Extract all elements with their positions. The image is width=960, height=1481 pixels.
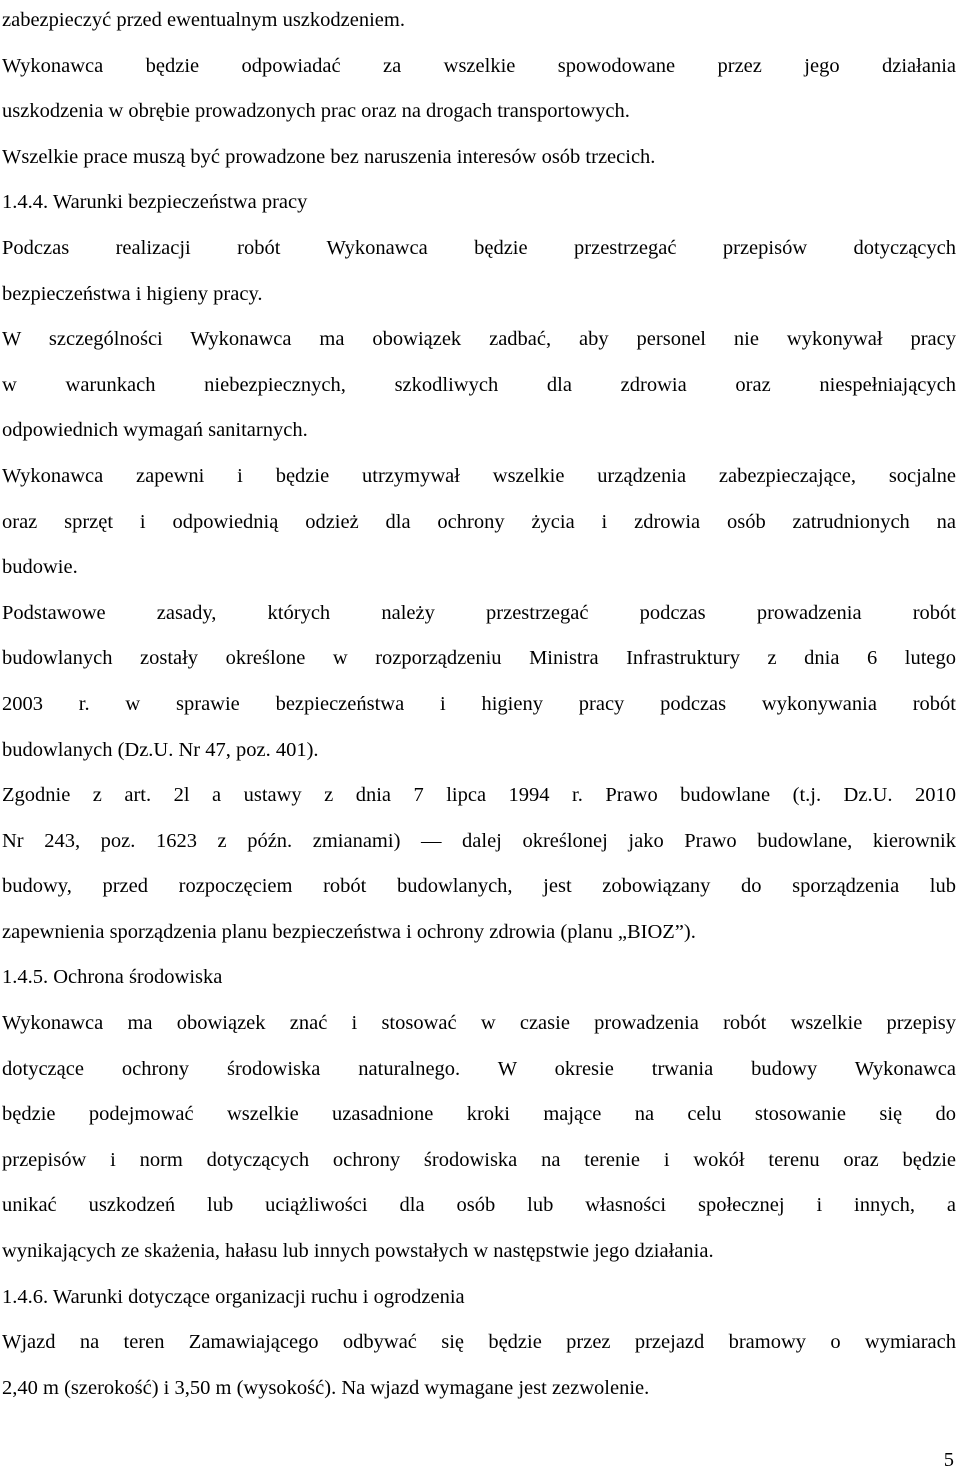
- page-number: 5: [943, 1449, 954, 1471]
- text-line: budowlanych zostały określone w rozporządzeniu Ministra Infrastruktury z dnia 6 lutego: [2, 647, 956, 670]
- text-line: oraz sprzęt i odpowiednią odzież dla ochrony życia i zdrowia osób zatrudnionych na: [2, 510, 956, 533]
- text-line: w warunkach niebezpiecznych, szkodliwych dla zdrowia oraz niespełniających: [2, 373, 956, 396]
- text-line: będzie podejmować wszelkie uzasadnione kroki mające na celu stosowanie się do: [2, 1103, 956, 1126]
- text-line: Wykonawca zapewni i będzie utrzymywał wszelkie urządzenia zabezpieczające, socjalne: [2, 464, 956, 487]
- text-line: unikać uszkodzeń lub uciążliwości dla osób lub własności społecznej i innych, a: [2, 1194, 956, 1217]
- document-page: [2, 0, 956, 1411]
- text-line: wynikających ze skażenia, hałasu lub innych powstałych w następstwie jego działania.: [2, 1240, 714, 1263]
- section-heading: 1.4.5. Ochrona środowiska: [2, 966, 223, 989]
- text-line: budowlanych (Dz.U. Nr 47, poz. 401).: [2, 738, 319, 761]
- text-line: Zgodnie z art. 2l a ustawy z dnia 7 lipca 1994 r. Prawo budowlane (t.j. Dz.U. 2010: [2, 784, 956, 807]
- text-line: W szczególności Wykonawca ma obowiązek zadbać, aby personel nie wykonywał pracy: [2, 328, 956, 351]
- text-line: Wszelkie prace muszą być prowadzone bez naruszenia interesów osób trzecich.: [2, 145, 656, 168]
- text-line: 2003 r. w sprawie bezpieczeństwa i higieny pracy podczas wykonywania robót: [2, 692, 956, 715]
- text-line: budowy, przed rozpoczęciem robót budowlanych, jest zobowiązany do sporządzenia lub: [2, 875, 956, 898]
- text-line: przepisów i norm dotyczących ochrony środowiska na terenie i wokół terenu oraz będzie: [2, 1148, 956, 1171]
- text-line: bezpieczeństwa i higieny pracy.: [2, 282, 263, 305]
- text-line: zabezpieczyć przed ewentualnym uszkodzeniem.: [2, 9, 405, 31]
- text-line: Podstawowe zasady, których należy przestrzegać podczas prowadzenia robót: [2, 601, 956, 624]
- text-line: Wjazd na teren Zamawiającego odbywać się będzie przez przejazd bramowy o wymiarach: [2, 1331, 956, 1354]
- text-line: budowie.: [2, 556, 78, 579]
- text-line: Wykonawca ma obowiązek znać i stosować w czasie prowadzenia robót wszelkie przepisy: [2, 1012, 956, 1035]
- section-heading: 1.4.6. Warunki dotyczące organizacji ruchu i ogrodzenia: [2, 1285, 465, 1308]
- text-line: Nr 243, poz. 1623 z późn. zmianami) — dalej określonej jako Prawo budowlane, kierownik: [2, 829, 956, 852]
- text-line: Wykonawca będzie odpowiadać za wszelkie spowodowane przez jego działania: [2, 54, 956, 77]
- text-line: 2,40 m (szerokość) i 3,50 m (wysokość). Na wjazd wymagane jest zezwolenie.: [2, 1376, 650, 1399]
- text-line: zapewnienia sporządzenia planu bezpieczeństwa i ochrony zdrowia (planu „BIOZ”).: [2, 920, 696, 943]
- text-line: odpowiednich wymagań sanitarnych.: [2, 419, 308, 442]
- text-line: Podczas realizacji robót Wykonawca będzie przestrzegać przepisów dotyczących: [2, 236, 956, 259]
- text-line: uszkodzenia w obrębie prowadzonych prac oraz na drogach transportowych.: [2, 100, 630, 123]
- section-heading: 1.4.4. Warunki bezpieczeństwa pracy: [2, 191, 308, 214]
- text-line: dotyczące ochrony środowiska naturalnego. W okresie trwania budowy Wykonawca: [2, 1057, 956, 1080]
